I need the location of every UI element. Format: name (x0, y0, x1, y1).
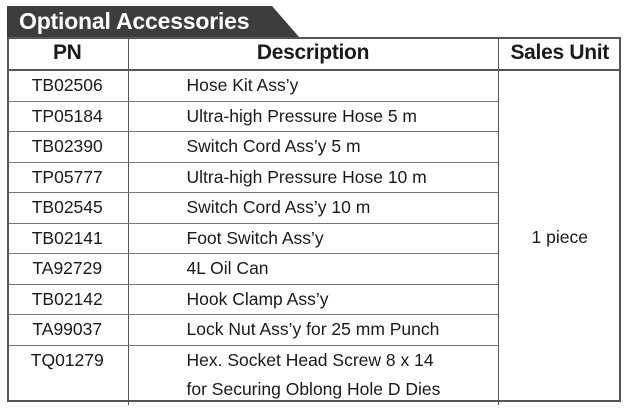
description-cell (128, 254, 498, 285)
accessories-table (7, 37, 621, 405)
part-number-cell: TA99037 (7, 315, 128, 346)
description-cell (128, 284, 498, 315)
part-number-cell: TA92729 (7, 254, 128, 285)
column-header-description: Description (128, 37, 498, 70)
description-cell (128, 101, 498, 132)
description-line: 4L Oil Can (186, 258, 269, 278)
part-number-cell: TB02545 (7, 193, 128, 224)
description-cell (128, 315, 498, 346)
description-cell (128, 345, 498, 405)
description-line: Lock Nut Ass’y for 25 mm Punch (186, 319, 440, 339)
column-header-pn: PN (7, 37, 128, 70)
part-number-cell: TQ01279 (30, 349, 104, 370)
part-number-cell: TB02390 (7, 132, 128, 163)
description-cell (128, 223, 498, 254)
table-header-row (7, 37, 621, 70)
part-number-cell: TB02141 (7, 223, 128, 254)
table-row (7, 70, 621, 101)
description-cell (128, 193, 498, 224)
column-header-sales-unit: Sales Unit (498, 37, 621, 70)
table-body (7, 70, 621, 405)
description-line: Hex. Socket Head Screw 8 x 14 (186, 349, 434, 370)
sales-unit-cell: 1 piece (498, 70, 621, 405)
part-number-cell: TB02142 (7, 284, 128, 315)
part-number-cell: TP05777 (7, 162, 128, 193)
part-number-cell: TB02506 (7, 70, 128, 101)
description-line: Hook Clamp Ass’y (186, 288, 329, 309)
description-line: Ultra-high Pressure Hose 10 m (186, 166, 427, 187)
part-number-cell: TP05184 (7, 101, 128, 132)
description-line: Switch Cord Ass’y 5 m (186, 136, 361, 156)
description-cell (128, 70, 498, 101)
description-line: Foot Switch Ass’y (186, 227, 324, 248)
description-cell (128, 132, 498, 163)
description-line: Ultra-high Pressure Hose 5 m (186, 105, 417, 126)
description-line: for Securing Oblong Hole D Dies (186, 379, 441, 399)
description-line: Switch Cord Ass’y 10 m (186, 197, 371, 217)
description-cell (128, 162, 498, 193)
description-line: Hose Kit Ass’y (186, 75, 299, 95)
section-title: Optional Accessories (19, 8, 250, 34)
